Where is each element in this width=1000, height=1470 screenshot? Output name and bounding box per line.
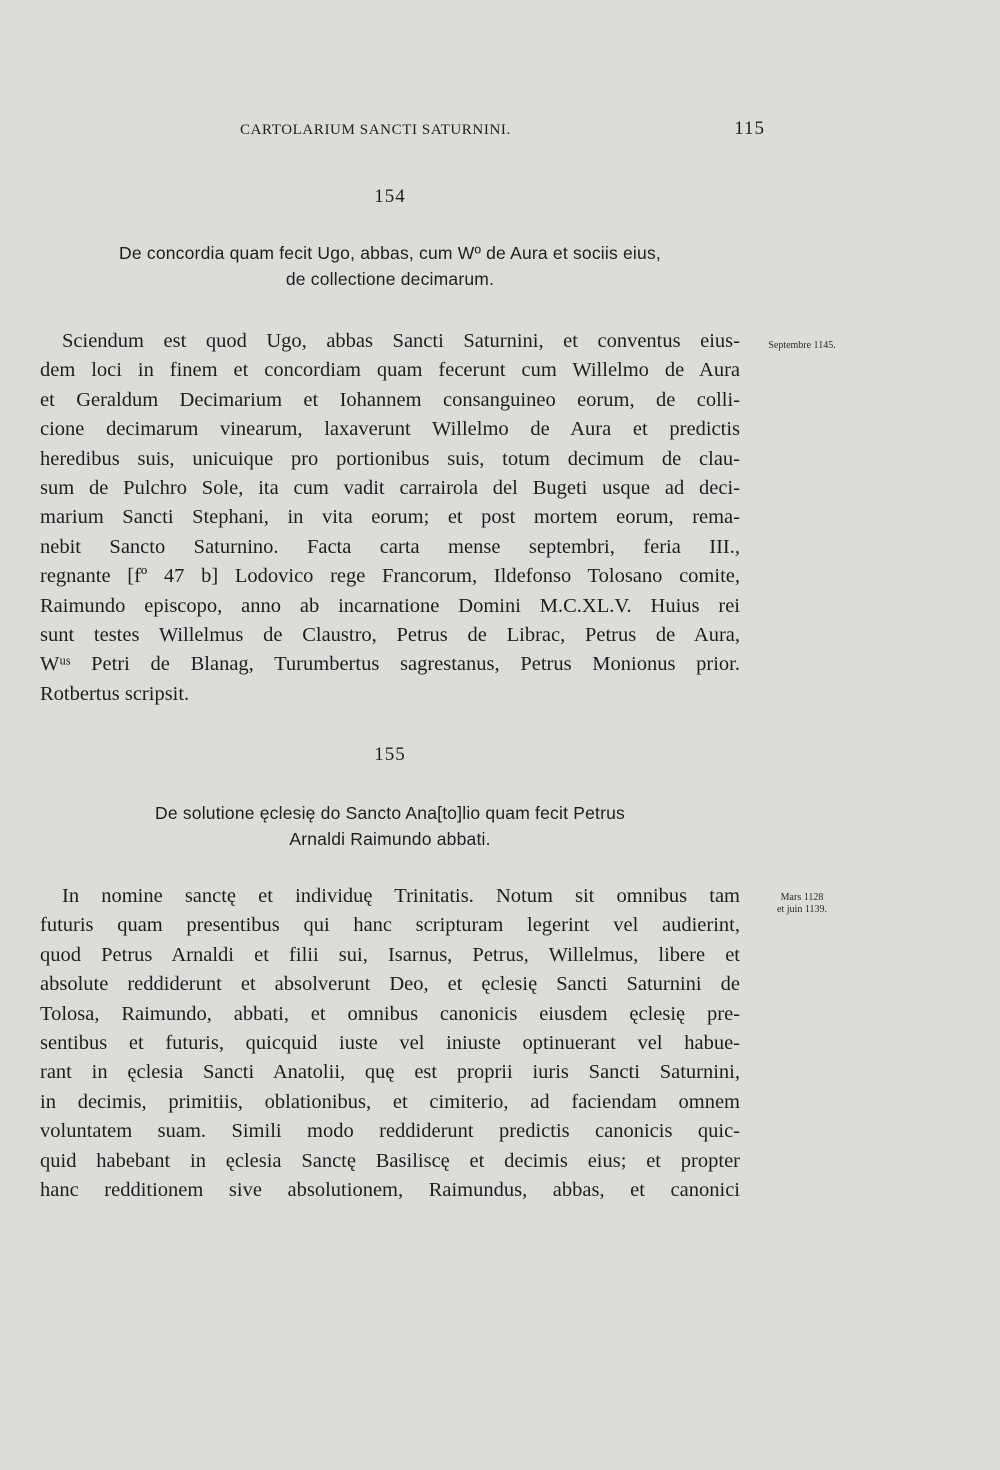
text-line: voluntatem suam. Simili modo reddiderunt predictis canonicis quic-: [40, 1120, 740, 1143]
text-line: futuris quam presentibus qui hanc scripturam legerint vel audierint,: [40, 914, 740, 937]
page-number: 115: [734, 118, 765, 139]
charter-155-title: [40, 800, 740, 852]
charter-154-number: 154: [374, 186, 406, 207]
text-line: et Geraldum Decimarium et Iohannem consanguineo eorum, de colli-: [40, 388, 740, 411]
text-line: sentibus et futuris, quicquid iuste vel iniuste optinuerant vel habue-: [40, 1032, 740, 1055]
text-line: regnante [fº 47 b] Lodovico rege Francorum, Ildefonso Tolosano comite,: [40, 565, 740, 588]
text-line: Sciendum est quod Ugo, abbas Sancti Saturnini, et conventus eius-: [62, 330, 740, 352]
text-line: quod Petrus Arnaldi et filii sui, Isarnus, Petrus, Willelmus, libere et: [40, 943, 740, 966]
text-line: In nomine sanctę et individuę Trinitatis. Notum sit omnibus tam: [62, 885, 740, 907]
charter-155-text: [40, 882, 740, 1205]
charter-154-margin-date: Septembre 1145.: [768, 340, 836, 351]
title-line: De solutione ęclesię do Sancto Ana[to]lio quam fecit Petrus: [155, 803, 625, 823]
text-line: nebit Sancto Saturnino. Facta carta mense septembri, feria III.,: [40, 535, 740, 558]
text-line: dem loci in finem et concordiam quam fecerunt cum Willelmo de Aura: [40, 359, 740, 382]
text-line: Raimundo episcopo, anno ab incarnatione Domini M.C.XL.V. Huius rei: [40, 594, 740, 617]
text-line: heredibus suis, unicuique pro portionibus suis, totum decimum de clau-: [40, 447, 740, 470]
charter-155-margin-date: [752, 892, 852, 916]
text-line: marium Sancti Stephani, in vita eorum; et post mortem eorum, rema-: [40, 506, 740, 529]
text-line: quid habebant in ęclesia Sanctę Basiliscę et decimis eius; et propter: [40, 1149, 740, 1172]
title-line: De concordia quam fecit Ugo, abbas, cum Wº de Aura et sociis eius,: [119, 243, 661, 263]
text-line: in decimis, primitiis, oblationibus, et cimiterio, ad faciendam omnem: [40, 1090, 740, 1113]
text-line: cione decimarum vinearum, laxaverunt Willelmo de Aura et predictis: [40, 418, 740, 441]
text-line: sunt testes Willelmus de Claustro, Petrus de Librac, Petrus de Aura,: [40, 624, 740, 647]
charter-154-title: [40, 240, 740, 292]
charter-154-text: [40, 327, 740, 709]
text-line: Rotbertus scripsit.: [40, 682, 190, 705]
text-line: sum de Pulchro Sole, ita cum vadit carrairola del Bugeti usque ad deci-: [40, 477, 740, 500]
margin-date-line: et juin 1139.: [777, 904, 827, 915]
margin-date-line: Mars 1128: [780, 892, 824, 903]
running-title: CARTOLARIUM SANCTI SATURNINI.: [240, 122, 511, 138]
text-line: Tolosa, Raimundo, abbati, et omnibus canonicis eiusdem ęclesię pre-: [40, 1002, 740, 1025]
charter-155-number: 155: [374, 744, 406, 765]
title-line: de collectione decimarum.: [285, 269, 495, 289]
text-line: hanc redditionem sive absolutionem, Raimundus, abbas, et canonici: [40, 1179, 740, 1202]
running-header: [240, 118, 765, 140]
text-line: absolute reddiderunt et absolverunt Deo, et ęclesię Sancti Saturnini de: [40, 973, 740, 996]
text-line: rant in ęclesia Sancti Anatolii, quę est proprii iuris Sancti Saturnini,: [40, 1061, 740, 1084]
title-line: Arnaldi Raimundo abbati.: [289, 829, 491, 849]
text-line: Wᵘˢ Petri de Blanag, Turumbertus sagrestanus, Petrus Monionus prior.: [40, 653, 740, 676]
